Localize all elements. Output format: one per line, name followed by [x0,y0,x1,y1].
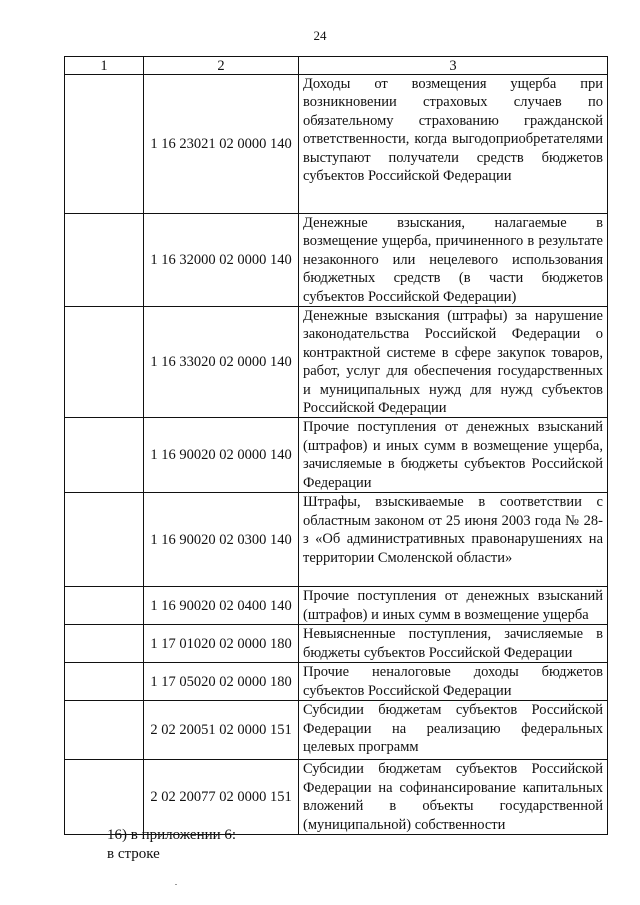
row-code: 1 16 32000 02 0000 140 [144,214,299,307]
row-description: Штрафы, взыскиваемые в соответствии с областным законом от 25 июня 2003 года № 28-з «Об административных правонарушениях на территории Смоленской области» [299,493,608,587]
table-row [65,493,608,587]
table-row [65,307,608,418]
row-code: 1 16 23021 02 0000 140 [144,75,299,214]
header-col-3: 3 [299,57,608,75]
row-description: Прочие неналоговые доходы бюджетов субъектов Российской Федерации [299,663,608,701]
row-col-1-empty [65,625,144,663]
amendment-item: 16) в приложении 6: [107,827,237,843]
table-header-row [65,57,608,75]
row-col-1-empty [65,760,144,835]
row-col-1-empty [65,75,144,214]
row-code: 1 17 01020 02 0000 180 [144,625,299,663]
table-row [65,75,608,214]
row-code: 2 02 20077 02 0000 151 [144,760,299,835]
header-col-1: 1 [65,57,144,75]
row-description: Невыясненные поступления, зачисляемые в бюджеты субъектов Российской Федерации [299,625,608,663]
row-description: Прочие поступления от денежных взысканий (штрафов) и иных сумм в возмещение ущерба [299,587,608,625]
row-col-1-empty [65,307,144,418]
row-code: 1 16 90020 02 0400 140 [144,587,299,625]
row-code: 1 16 33020 02 0000 140 [144,307,299,418]
row-col-1-empty [65,493,144,587]
table-row [65,214,608,307]
table-row [65,418,608,493]
row-code: 2 02 20051 02 0000 151 [144,701,299,760]
row-description: Субсидии бюджетам субъектов Российской Федерации на софинансирование капитальных вложений в объекты государственной (муниципальной) собственности [299,760,608,835]
row-col-1-empty [65,587,144,625]
row-code: 1 16 90020 02 0000 140 [144,418,299,493]
table-row [65,663,608,701]
table-row [65,701,608,760]
row-col-1-empty [65,418,144,493]
amendment-continuation: в строке [107,846,160,862]
row-description: Доходы от возмещения ущерба при возникновении страховых случаев по обязательному страхованию гражданской ответственности, когда выгодоприобретателями выступают получатели средств бюджетов субъектов Российской Федерации [299,75,608,214]
row-description: Прочие поступления от денежных взысканий (штрафов) и иных сумм в возмещение ущерба, зачисляемые в бюджеты субъектов Российской Федерации [299,418,608,493]
row-col-1-empty [65,214,144,307]
scan-speck [175,884,177,885]
header-col-2: 2 [144,57,299,75]
table-row [65,625,608,663]
row-col-1-empty [65,701,144,760]
row-description: Субсидии бюджетам субъектов Российской Федерации на реализацию федеральных целевых программ [299,701,608,760]
row-code: 1 17 05020 02 0000 180 [144,663,299,701]
table-row [65,760,608,835]
row-description: Денежные взыскания (штрафы) за нарушение законодательства Российской Федерации о контрактной системе в сфере закупок товаров, работ, услуг для обеспечения государственных и муниципальных нужд для нужд субъектов Российской Федерации [299,307,608,418]
revenue-codes-table [64,56,608,835]
row-col-1-empty [65,663,144,701]
row-code: 1 16 90020 02 0300 140 [144,493,299,587]
page-number: 24 [313,28,327,43]
table-row [65,587,608,625]
row-description: Денежные взыскания, налагаемые в возмещение ущерба, причиненного в результате незаконного или нецелевого использования бюджетных средств (в части бюджетов субъектов Российской Федерации) [299,214,608,307]
